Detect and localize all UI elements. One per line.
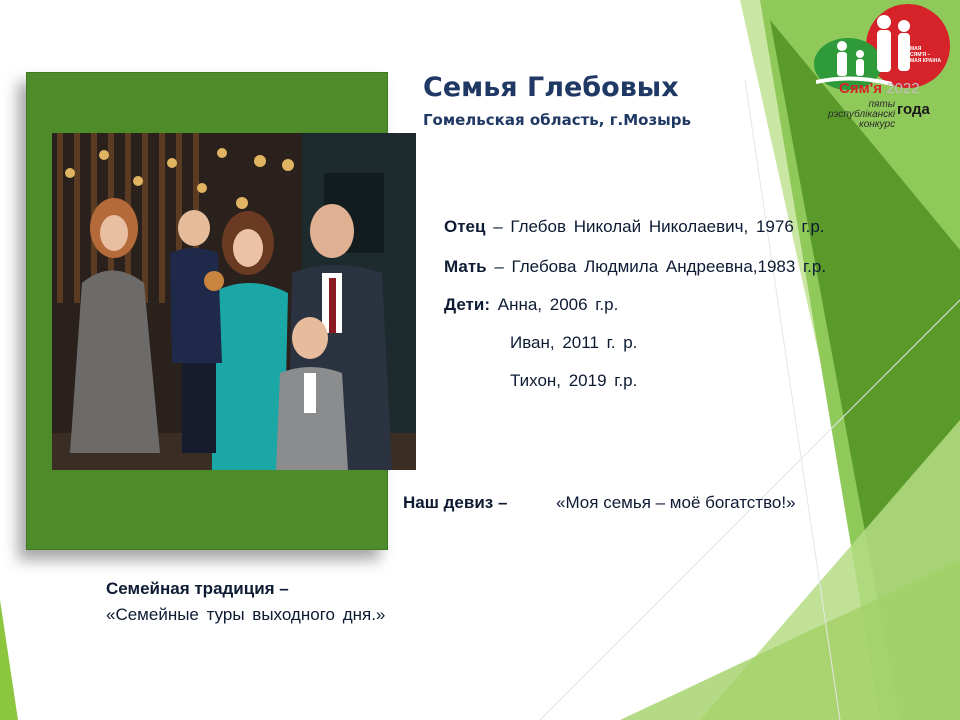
child-item: Анна, 2006 г.р. [497,295,619,314]
page-title: Семья Глебовых [423,72,679,103]
children-label: Дети: [444,295,490,314]
children-line [444,295,618,315]
motto-text: «Моя семья – моё богатство!» [556,493,796,512]
father-line [444,217,825,237]
logo-year: 2022 [886,80,920,97]
motto-label: Наш девиз – [403,493,508,512]
mother-label: Мать [444,257,487,276]
logo-title-word: Сям'я [839,80,883,97]
logo-title [839,80,920,97]
tradition-text: «Семейные туры выходного дня.» [106,605,386,624]
family-photo [52,133,416,470]
logo-subtitle: пяты рэспубліканскі конкурс [828,99,896,130]
bottom-left-green-triangle [0,600,18,720]
tradition-label: Семейная традиция – [106,579,289,598]
child-item: Тихон, 2019 г.р. [510,371,638,390]
mother-text: – Глебова Людмила Андреевна,1983 г.р. [486,257,827,276]
logo-word-year: года [897,101,930,118]
bottom-right-green-triangle [620,560,960,720]
logo-side-text: МАЯ СЯМ'Я – МАЯ КРАІНА [910,46,941,64]
father-label: Отец [444,217,486,236]
father-text: – Глебов Николай Николаевич, 1976 г.р. [485,217,825,236]
child-item: Иван, 2011 г. р. [510,333,638,352]
page-subtitle: Гомельская область, г.Мозырь [423,111,691,129]
mother-line [444,257,826,277]
